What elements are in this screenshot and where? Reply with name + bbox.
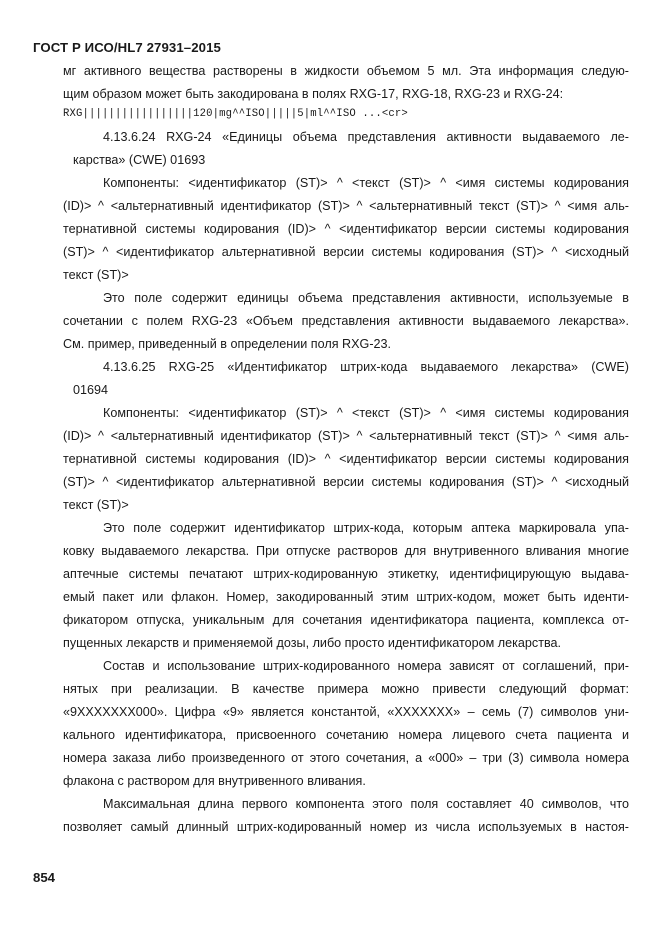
text-line: текст (ST)> [63,268,129,282]
page-number: 854 [33,870,56,885]
text-line: текст (ST)> [63,498,129,512]
text-line: (ID)> ^ <альтернативный идентификатор (ST)> ^ <альтернативный текст (ST)> ^ <имя аль- [63,429,629,443]
text-line: (ID)> ^ <альтернативный идентификатор (ST)> ^ <альтернативный текст (ST)> ^ <имя аль- [63,199,629,213]
text-line: нятых при реализации. В качестве примера можно привести следующий формат: [63,682,629,696]
text-line: пущенных лекарств и применяемой дозы, либо просто идентификатором лекарства. [63,636,562,650]
text-line: Состав и использование штрих-кодированного номера зависят от соглашений, при- [103,659,629,673]
text-line: тернативной системы кодирования (ID)> ^ <идентификатор версии системы кодирования [63,222,629,236]
text-line: сочетании с полем RXG-23 «Объем представления активности выдаваемого лекарства». [63,314,629,328]
text-line: емый пакет или флакон. Номер, закодированный этим штрих-кодом, может быть иденти- [63,590,629,604]
text-line: Максимальная длина первого компонента этого поля составляет 40 символов, что [103,797,629,811]
text-line: (ST)> ^ <идентификатор альтернативной версии системы кодирования (ST)> ^ <исходный [63,475,629,489]
document-body [63,60,629,839]
text-line: Это поле содержит единицы объема представления активности, используемые в [103,291,629,305]
text-line: ковку выдаваемого лекарства. При отпуске растворов для внутривенного вливания многие [63,544,629,558]
text-line: фикатором отпуска, уникальным для сочетания идентификатора пациента, комплекса от- [63,613,629,627]
text-line: карства» (CWE) 01693 [73,153,206,167]
text-line: позволяет самый длинный штрих-кодированный номер из числа используемых в настоя- [63,820,629,834]
page-header-standard-title: ГОСТ Р ИСО/HL7 27931–2015 [33,40,221,55]
text-line: номера заказа либо произведенного от этого сочетания, а «000» – три (3) символа номера [63,751,629,765]
text-line: флакона с раствором для внутривенного вливания. [63,774,366,788]
text-line: кального идентификатора, присвоенного сочетанию номера лицевого счета пациента и [63,728,629,742]
text-line: 4.13.6.25 RXG-25 «Идентификатор штрих-кода выдаваемого лекарства» (CWE) [103,360,629,374]
text-line: щим образом может быть закодирована в полях RXG-17, RXG-18, RXG-23 и RXG-24: [63,87,564,101]
text-line: тернативной системы кодирования (ID)> ^ <идентификатор версии системы кодирования [63,452,629,466]
text-line: аптечные системы печатают штрих-кодированную этикетку, идентифицирующую выдава- [63,567,629,581]
text-line: 01694 [73,383,109,397]
code-example-line: RXG|||||||||||||||||120|mg^^ISO|||||5|ml^^ISO ...<cr> [63,108,408,120]
text-line: «9XXXXXXX000». Цифра «9» является константой, «XXXXXXX» – семь (7) символов уни- [63,705,629,719]
text-line: Компоненты: <идентификатор (ST)> ^ <текст (ST)> ^ <имя системы кодирования [103,406,629,420]
text-line: См. пример, приведенный в определении поля RXG-23. [63,337,392,351]
text-line: 4.13.6.24 RXG-24 «Единицы объема представления активности выдаваемого ле- [103,130,629,144]
text-line: Это поле содержит идентификатор штрих-кода, которым аптека маркировала упа- [103,521,629,535]
text-line: (ST)> ^ <идентификатор альтернативной версии системы кодирования (ST)> ^ <исходный [63,245,629,259]
text-line: Компоненты: <идентификатор (ST)> ^ <текст (ST)> ^ <имя системы кодирования [103,176,629,190]
text-line: мг активного вещества растворены в жидкости объемом 5 мл. Эта информация следую- [63,64,629,78]
